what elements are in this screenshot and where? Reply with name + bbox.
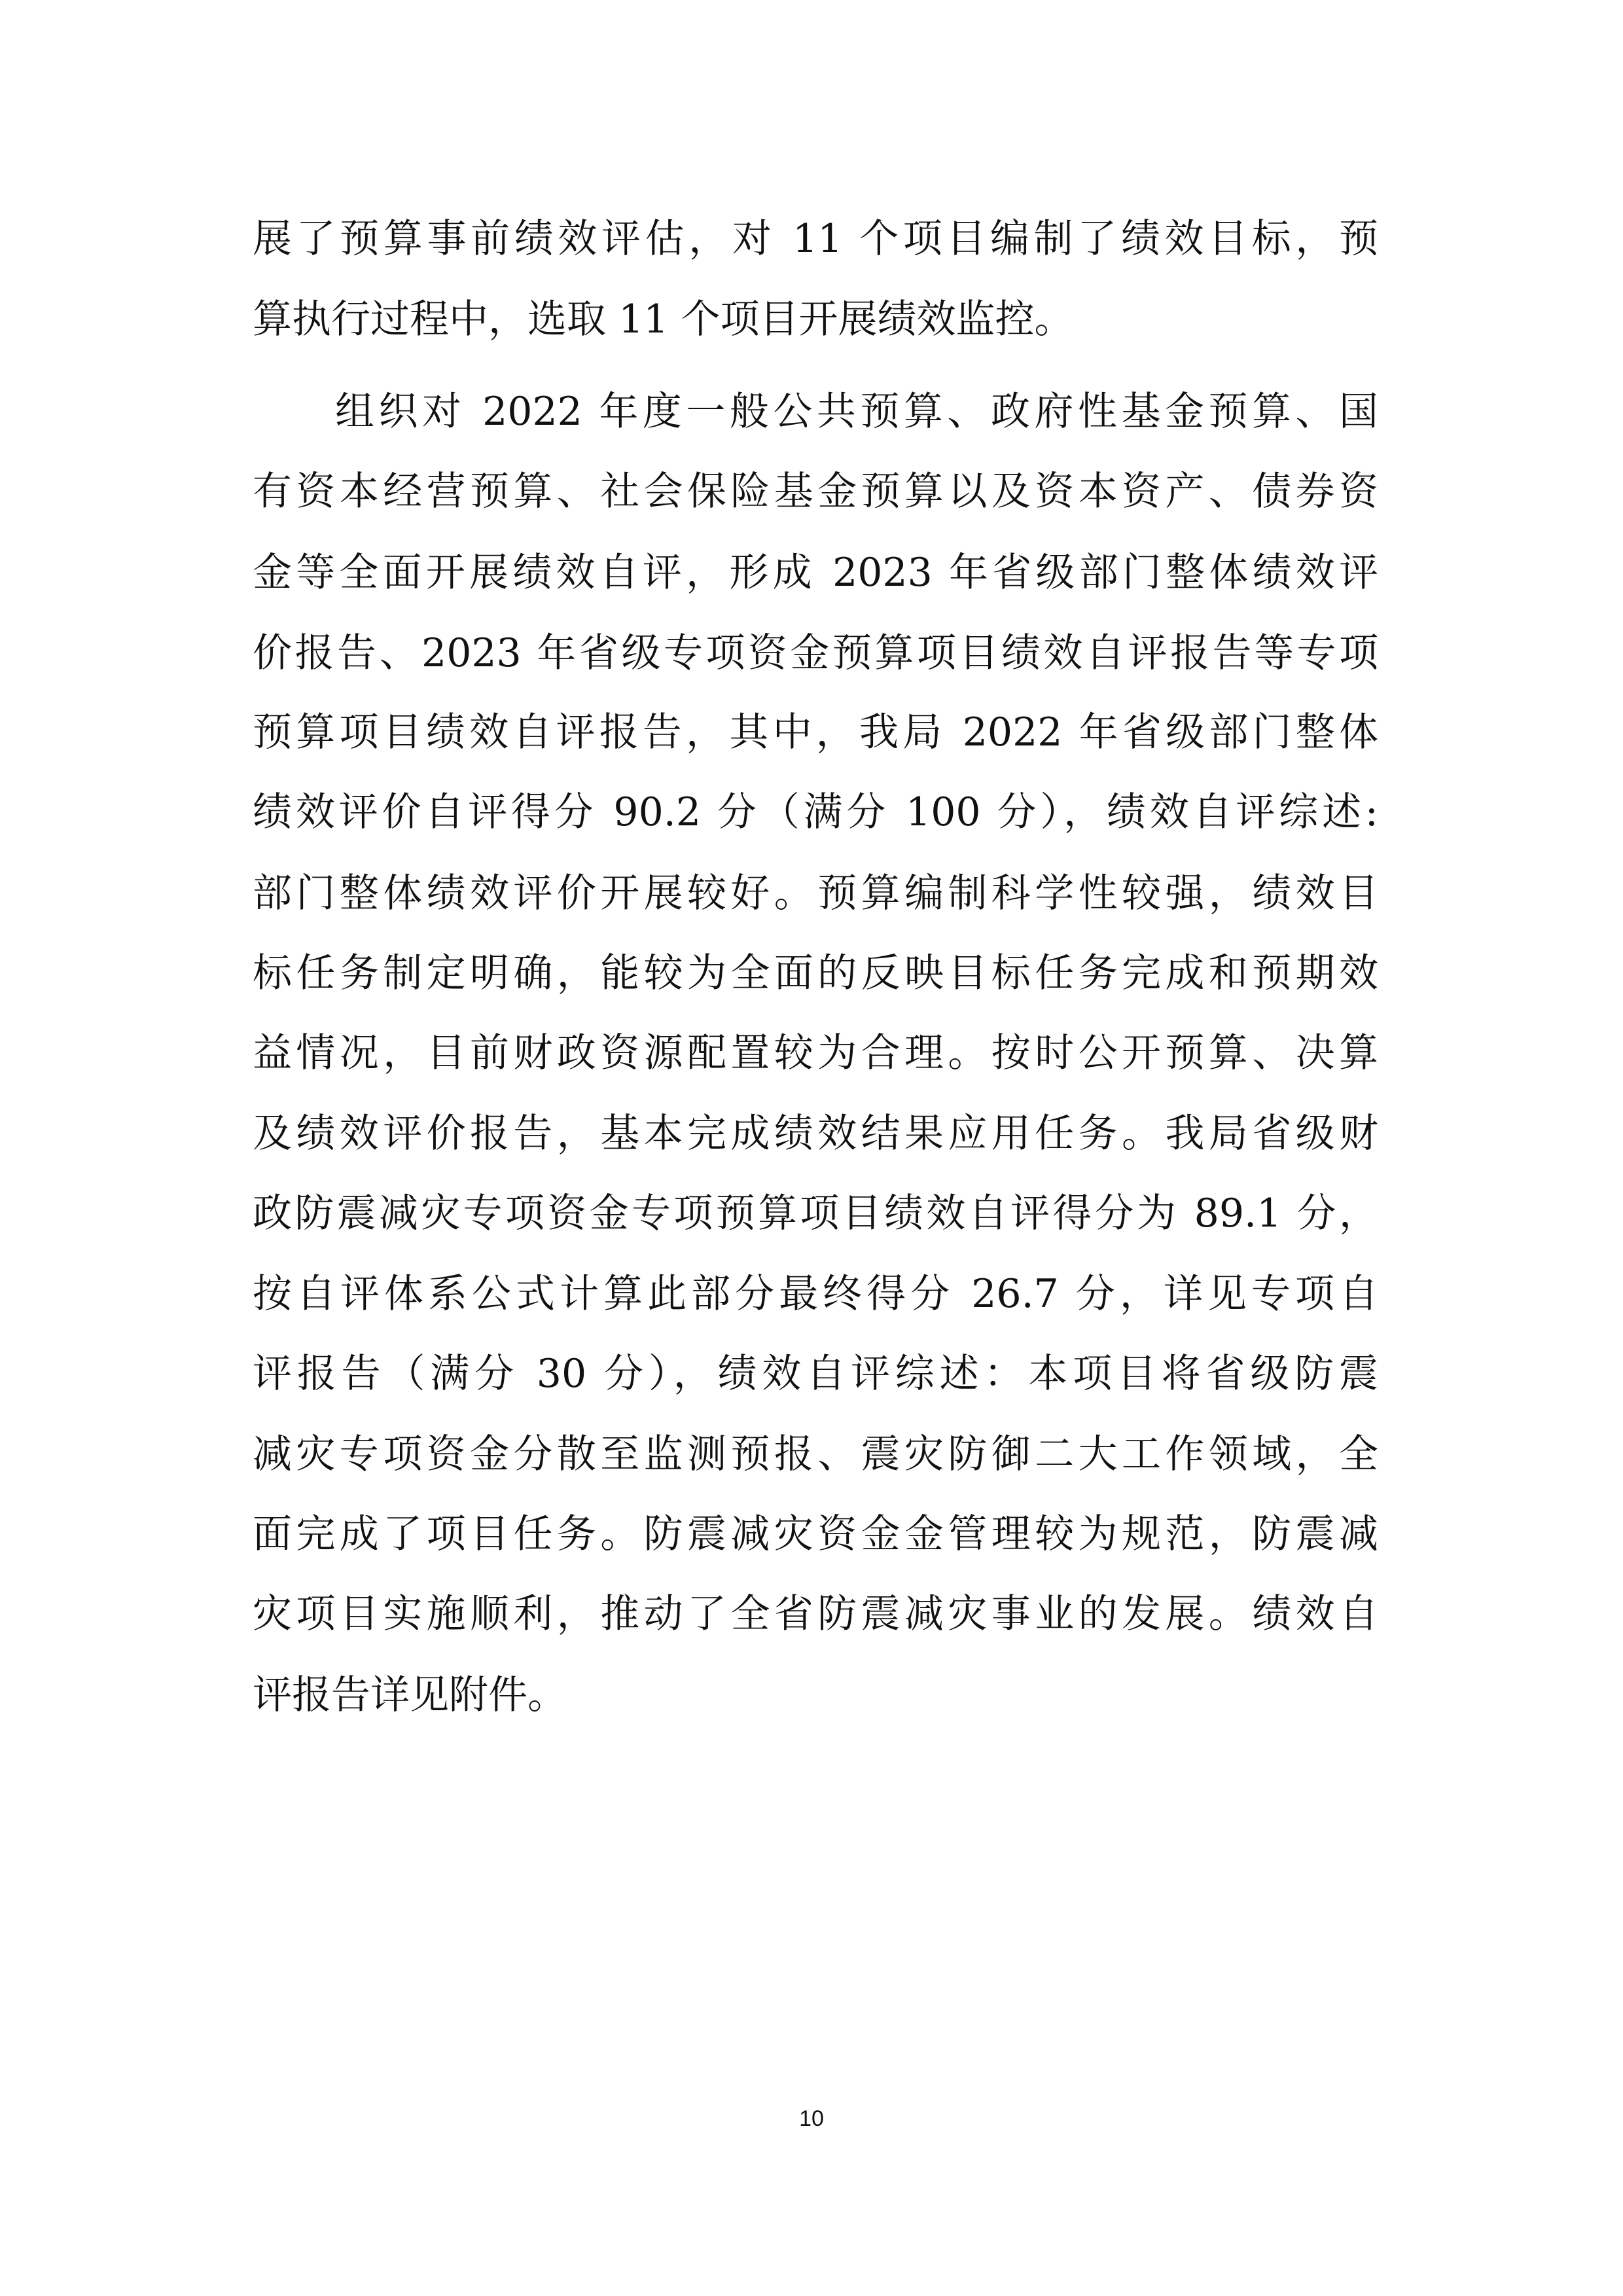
text-line: 评报告（满分 30 分），绩效自评综述：本项目将省级防震 <box>253 1351 1378 1397</box>
text-line: 及绩效评价报告，基本完成绩效结果应用任务。我局省级财 <box>253 1111 1378 1157</box>
text-line: 标任务制定明确，能较为全面的反映目标任务完成和预期效 <box>253 950 1378 996</box>
text-line: 展了预算事前绩效评估，对 11 个项目编制了绩效目标，预 <box>253 216 1378 262</box>
text-line: 预算项目绩效自评报告，其中，我局 2022 年省级部门整体 <box>253 709 1378 755</box>
text-line: 益情况，目前财政资源配置较为合理。按时公开预算、决算 <box>253 1030 1378 1076</box>
text-line: 灾项目实施顺利，推动了全省防震减灾事业的发展。绩效自 <box>253 1591 1378 1637</box>
text-line: 按自评体系公式计算此部分最终得分 26.7 分，详见专项自 <box>253 1271 1378 1317</box>
paragraph-start-line: 组织对 2022 年度一般公共预算、政府性基金预算、国 <box>335 389 1378 435</box>
text-line: 部门整体绩效评价开展较好。预算编制科学性较强，绩效目 <box>253 870 1378 916</box>
text-line: 有资本经营预算、社会保险基金预算以及资本资产、债券资 <box>253 469 1378 514</box>
text-line: 金等全面开展绩效自评，形成 2023 年省级部门整体绩效评 <box>253 550 1378 596</box>
text-line: 政防震减灾专项资金专项预算项目绩效自评得分为 89.1 分， <box>253 1191 1378 1236</box>
text-line: 绩效评价自评得分 90.2 分（满分 100 分），绩效自评综述: <box>253 789 1378 835</box>
text-line: 算执行过程中，选取 11 个项目开展绩效监控。 <box>253 296 1074 342</box>
page-number: 10 <box>799 2106 824 2131</box>
text-line: 面完成了项目任务。防震减灾资金金管理较为规范，防震减 <box>253 1511 1378 1557</box>
text-line: 减灾专项资金分散至监测预报、震灾防御二大工作领域，全 <box>253 1431 1378 1477</box>
text-line: 价报告、2023 年省级专项资金预算项目绩效自评报告等专项 <box>253 630 1378 676</box>
text-line: 评报告详见附件。 <box>253 1672 567 1718</box>
